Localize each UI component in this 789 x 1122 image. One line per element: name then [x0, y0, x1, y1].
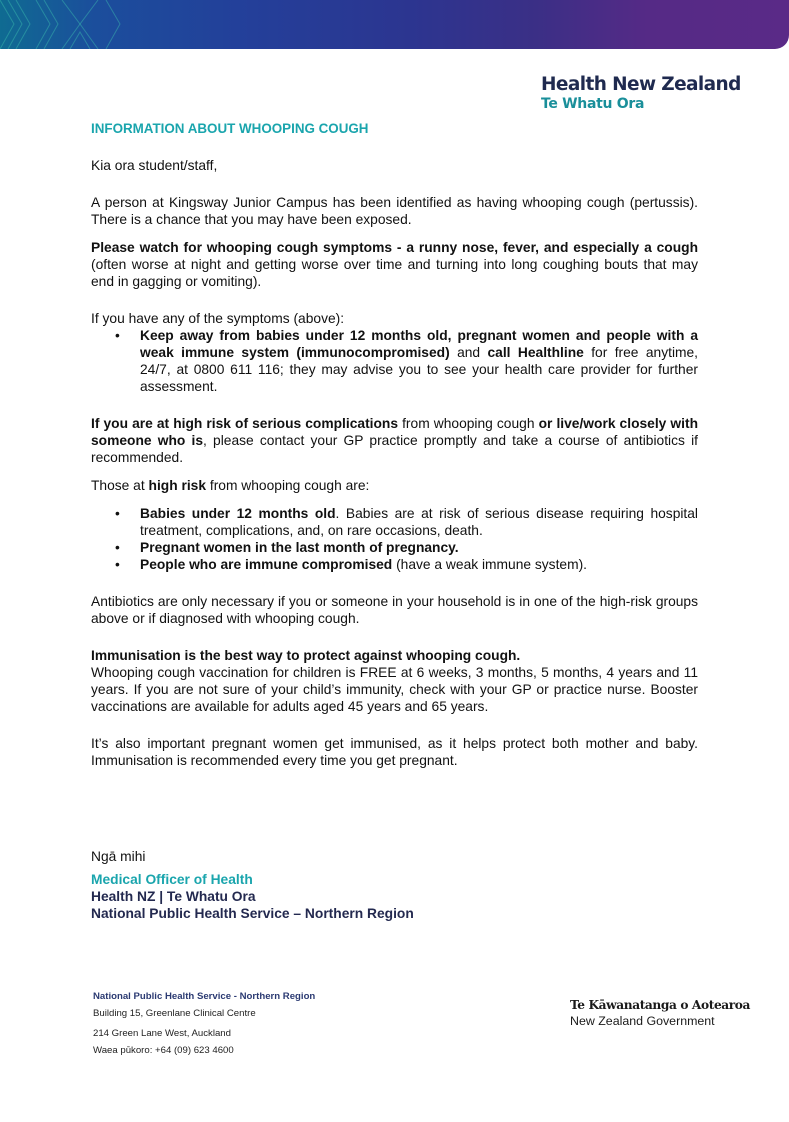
paragraph-exposure: A person at Kingsway Junior Campus has been identified as having whooping cough (pertussis). There is a chance that you may have been exposed. [91, 195, 698, 227]
immunisation-bold: Immunisation is the best way to protect against whooping cough. [91, 648, 521, 663]
logo-title: Health New Zealand [541, 74, 741, 95]
bullet-icon: • [115, 506, 120, 521]
paragraph-antibiotics: Antibiotics are only necessary if you or someone in your household is in one of the high-risk groups above or if diagnosed with whooping cough. [91, 594, 698, 626]
text: Those at [91, 478, 149, 493]
signature-block [91, 848, 414, 922]
paragraph-symptoms [91, 239, 698, 290]
header-banner [0, 0, 789, 49]
footer-address-line-2: 214 Green Lane West, Auckland [93, 1028, 231, 1039]
list-item [91, 539, 698, 556]
bullet-icon: • [115, 557, 120, 572]
paragraph-pregnancy: It’s also important pregnant women get immunised, as it helps protect both mother and baby. Immunisation is recommended every time you get pregnant. [91, 736, 698, 768]
greeting: Kia ora student/staff, [91, 158, 218, 173]
list-item [91, 327, 698, 395]
text: and [449, 345, 488, 360]
footer-address [93, 990, 315, 1058]
logo-subtitle: Te Whatu Ora [541, 96, 645, 112]
keep-away-bold: Keep away from babies under 12 months old, pregnant women and people with a weak immune system (immunocompromised) [140, 328, 698, 360]
footer-org: National Public Health Service - Northern Region [93, 991, 316, 1002]
symptom-advice-list [91, 327, 698, 395]
text: from whooping cough [398, 416, 539, 431]
text: (have a weak immune system). [392, 557, 588, 572]
paragraph-if-symptoms: If you have any of the symptoms (above): [91, 311, 345, 326]
text: for free anytime, 24/7, at 0800 611 116; they may advise you to see your health care provider for further assessment. [140, 345, 699, 394]
government-english-name: New Zealand Government [570, 1014, 715, 1028]
text-bold: Pregnant women in the last month of pregnancy. [140, 540, 459, 555]
text: from whooping cough are: [206, 478, 370, 493]
text: . Babies are at risk of serious disease requiring hospital treatment, complications, and, on rare occasions, death. [140, 506, 698, 538]
healthline-bold: call Healthline [487, 345, 584, 360]
signatory-org: Health NZ | Te Whatu Ora [91, 889, 256, 904]
closing: Ngā mihi [91, 849, 146, 864]
footer-address-line-1: Building 15, Greenlane Clinical Centre [93, 1008, 256, 1019]
nz-government-logo [570, 997, 750, 1029]
government-maori-name: Te Kāwanatanga o Aotearoa [570, 998, 751, 1012]
bullet-icon: • [115, 328, 120, 343]
page-title: INFORMATION ABOUT WHOOPING COUGH [91, 121, 369, 136]
paragraph-high-risk [91, 415, 698, 466]
pattern-decoration-icon [0, 0, 160, 49]
signatory-service: National Public Health Service – Northern Region [91, 906, 414, 921]
paragraph-high-risk-groups [91, 477, 698, 494]
paragraph-immunisation [91, 647, 698, 715]
list-item [91, 505, 698, 539]
symptoms-bold: Please watch for whooping cough symptoms - a runny nose, fever, and especially a cough [91, 240, 698, 255]
signatory-title: Medical Officer of Health [91, 872, 253, 887]
bullet-icon: • [115, 540, 120, 555]
health-nz-logo [541, 74, 741, 112]
high-risk-list [91, 505, 698, 573]
footer-phone: Waea pūkoro: +64 (09) 623 4600 [93, 1045, 234, 1056]
text: , please contact your GP practice promptly and take a course of antibiotics if recommended. [91, 433, 698, 465]
symptoms-rest: (often worse at night and getting worse over time and turning into long coughing bouts that may end in gagging or vomiting). [91, 257, 698, 289]
text-bold: Babies under 12 months old [140, 506, 336, 521]
text-bold: If you are at high risk of serious complications [91, 416, 399, 431]
letter-body [91, 120, 698, 769]
text: Whooping cough vaccination for children is FREE at 6 weeks, 3 months, 5 months, 4 years and 11 years. If you are not sure of your child’s immunity, check with your GP or practice nurse. Booster vaccinations are available for adults aged 45 years and 65 years. [91, 665, 698, 714]
text-bold: or live/work closely with someone who is [91, 416, 699, 448]
text-bold: high risk [148, 478, 207, 493]
text-bold: People who are immune compromised [140, 557, 393, 572]
list-item [91, 556, 698, 573]
